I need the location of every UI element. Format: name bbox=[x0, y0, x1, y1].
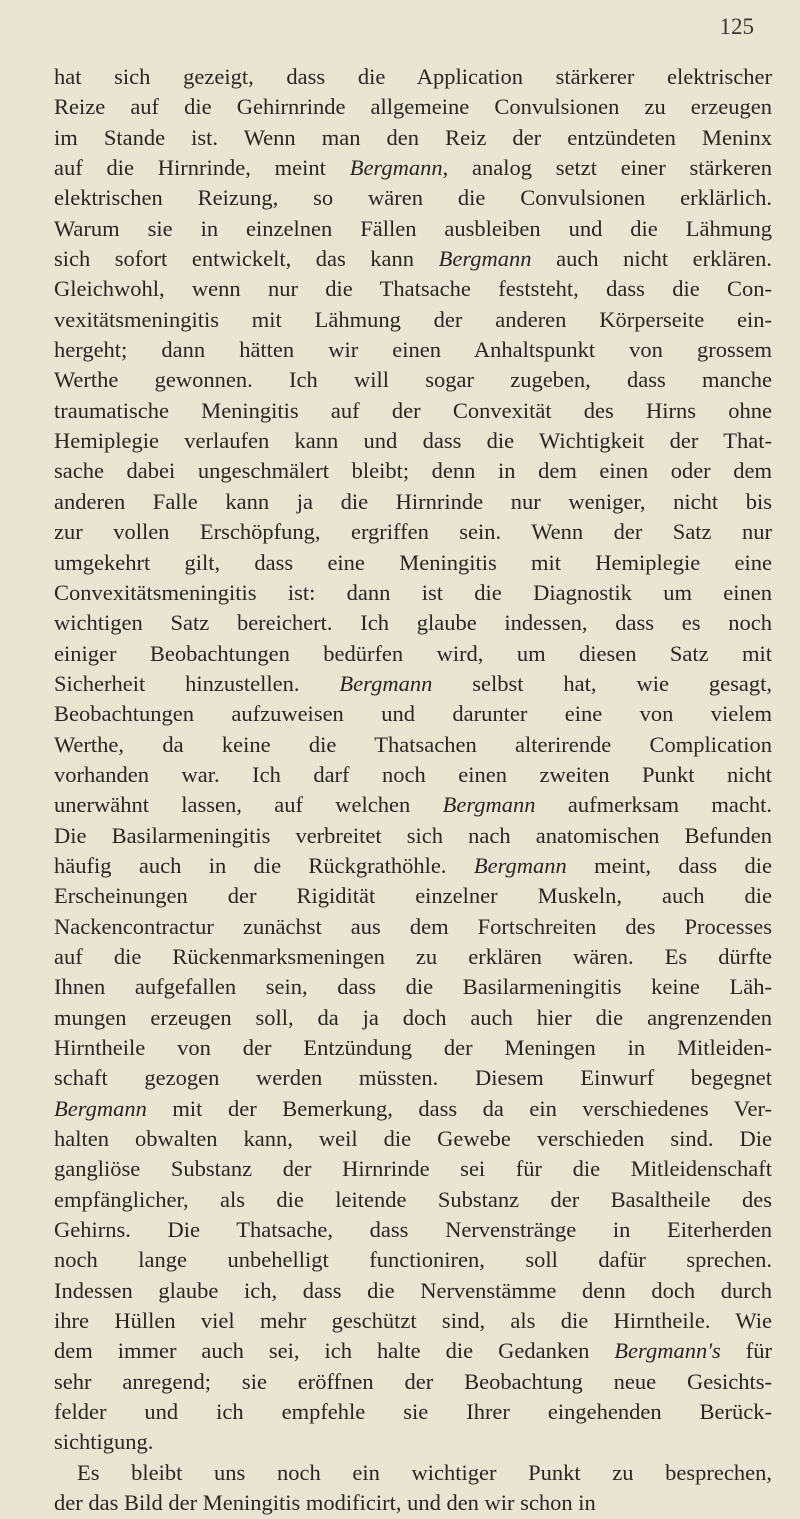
text-line bbox=[54, 153, 772, 183]
text-segment: schaft gezogen werden müssten. Diesem Einwurf begegnet bbox=[54, 1065, 772, 1091]
text-segment: elektrischen Reizung, so wären die Convulsionen erklärlich. bbox=[54, 185, 772, 211]
author-name: Bergmann bbox=[473, 852, 567, 878]
text-line bbox=[54, 487, 772, 517]
author-name: Bergmann bbox=[438, 246, 532, 272]
text-segment: meint, dass die bbox=[566, 852, 772, 878]
text-segment: Gehirns. Die Thatsache, dass Nervenstränge in Eiterherden bbox=[54, 1217, 772, 1243]
text-line bbox=[54, 1003, 772, 1033]
text-line bbox=[54, 699, 772, 729]
text-line bbox=[54, 1033, 772, 1063]
text-segment: mit der Bemerkung, dass da ein verschiedenes Ver- bbox=[146, 1095, 772, 1121]
text-line bbox=[54, 1154, 772, 1184]
text-segment: Es bleibt uns noch ein wichtiger Punkt zu besprechen, bbox=[77, 1459, 772, 1485]
text-line bbox=[54, 305, 772, 335]
text-line bbox=[54, 244, 772, 274]
text-line bbox=[54, 1488, 772, 1518]
text-line bbox=[54, 335, 772, 365]
text-line bbox=[54, 1245, 772, 1275]
text-segment: Werthe gewonnen. Ich will sogar zugeben, dass manche bbox=[54, 367, 772, 393]
text-line bbox=[54, 396, 772, 426]
text-segment: Reize auf die Gehirnrinde allgemeine Convulsionen zu erzeugen bbox=[54, 94, 772, 120]
text-line bbox=[54, 1124, 772, 1154]
text-segment: felder und ich empfehle sie Ihrer eingehenden Berück- bbox=[54, 1399, 772, 1425]
text-line bbox=[54, 669, 772, 699]
body-text bbox=[54, 62, 772, 1519]
text-line bbox=[54, 790, 772, 820]
text-segment: ihre Hüllen viel mehr geschützt sind, als die Hirntheile. Wie bbox=[54, 1308, 772, 1334]
text-segment: auf die Rückenmarksmeningen zu erklären wären. Es dürfte bbox=[54, 943, 772, 969]
text-segment: sichtigung. bbox=[54, 1429, 154, 1455]
text-line bbox=[54, 1215, 772, 1245]
text-segment: Hemiplegie verlaufen kann und dass die Wichtigkeit der That- bbox=[54, 428, 772, 454]
text-line bbox=[54, 274, 772, 304]
text-line bbox=[54, 972, 772, 1002]
text-line bbox=[54, 1063, 772, 1093]
text-line bbox=[54, 942, 772, 972]
text-segment: vexitätsmeningitis mit Lähmung der anderen Körperseite ein- bbox=[54, 306, 772, 332]
text-segment: sich sofort entwickelt, das kann bbox=[54, 246, 439, 272]
author-name: Bergmann bbox=[349, 155, 443, 181]
text-segment: Werthe, da keine die Thatsachen alterirende Complication bbox=[54, 731, 772, 757]
text-segment: Sicherheit hinzustellen. bbox=[54, 670, 340, 696]
text-segment: hat sich gezeigt, dass die Application stärkerer elektrischer bbox=[54, 64, 772, 89]
text-line bbox=[54, 821, 772, 851]
text-segment: Hirntheile von der Entzündung der Meningen in Mitleiden- bbox=[54, 1035, 772, 1060]
text-segment: mungen erzeugen soll, da ja doch auch hier die angrenzenden bbox=[54, 1004, 772, 1030]
text-segment: unerwähnt lassen, auf welchen bbox=[54, 792, 443, 818]
text-segment: hergeht; dann hätten wir einen Anhaltspunkt von grossem bbox=[54, 337, 772, 363]
text-line bbox=[54, 1336, 772, 1366]
text-line bbox=[54, 851, 772, 881]
text-line bbox=[54, 1185, 772, 1215]
text-line bbox=[54, 517, 772, 547]
text-line bbox=[54, 183, 772, 213]
text-line bbox=[54, 123, 772, 153]
text-segment: halten obwalten kann, weil die Gewebe verschieden sind. Die bbox=[54, 1126, 772, 1152]
text-line bbox=[54, 426, 772, 456]
text-segment: dem immer auch sei, ich halte die Gedanken bbox=[54, 1338, 615, 1364]
text-line bbox=[54, 1367, 772, 1397]
text-segment: sache dabei ungeschmälert bleibt; denn in dem einen oder dem bbox=[54, 458, 772, 484]
text-line bbox=[54, 548, 772, 578]
text-segment: Indessen glaube ich, dass die Nervenstämme denn doch durch bbox=[54, 1277, 772, 1303]
text-segment: für bbox=[720, 1338, 772, 1364]
text-line bbox=[54, 1427, 772, 1457]
text-segment: traumatische Meningitis auf der Convexität des Hirns ohne bbox=[54, 397, 772, 423]
text-segment: empfänglicher, als die leitende Substanz der Basaltheile des bbox=[54, 1186, 772, 1212]
text-line bbox=[54, 912, 772, 942]
text-segment: sehr anregend; sie eröffnen der Beobachtung neue Gesichts- bbox=[54, 1368, 772, 1394]
text-line bbox=[54, 760, 772, 790]
text-segment: häufig auch in die Rückgrathöhle. bbox=[54, 852, 474, 878]
text-segment: auf die Hirnrinde, meint bbox=[54, 155, 350, 181]
text-segment: Ihnen aufgefallen sein, dass die Basilarmeningitis keine Läh- bbox=[54, 974, 772, 1000]
text-segment: Warum sie in einzelnen Fällen ausbleiben und die Lähmung bbox=[54, 215, 772, 241]
text-segment: Erscheinungen der Rigidität einzelner Muskeln, auch die bbox=[54, 883, 772, 909]
text-segment: im Stande ist. Wenn man den Reiz der entzündeten Meninx bbox=[54, 124, 772, 150]
text-line bbox=[54, 456, 772, 486]
text-segment: gangliöse Substanz der Hirnrinde sei für die Mitleidenschaft bbox=[54, 1156, 772, 1182]
text-line bbox=[54, 62, 772, 92]
text-line bbox=[54, 1276, 772, 1306]
text-segment: Beobachtungen aufzuweisen und darunter eine von vielem bbox=[54, 701, 772, 727]
text-line bbox=[54, 578, 772, 608]
text-segment: noch lange unbehelligt functioniren, soll dafür sprechen. bbox=[54, 1247, 772, 1273]
text-line bbox=[54, 639, 772, 669]
text-segment: umgekehrt gilt, dass eine Meningitis mit Hemiplegie eine bbox=[54, 549, 772, 575]
text-segment: der das Bild der Meningitis modificirt, und den wir schon in bbox=[54, 1490, 596, 1516]
text-segment: wichtigen Satz bereichert. Ich glaube indessen, dass es noch bbox=[54, 610, 772, 636]
author-name: Bergmann bbox=[442, 792, 536, 818]
text-segment: auch nicht erklären. bbox=[531, 246, 772, 272]
author-name: Bergmann's bbox=[614, 1338, 721, 1364]
text-line bbox=[54, 1397, 772, 1427]
author-name: Bergmann bbox=[339, 670, 433, 696]
text-segment: Nackencontractur zunächst aus dem Fortschreiten des Processes bbox=[54, 913, 772, 939]
text-segment: vorhanden war. Ich darf noch einen zweiten Punkt nicht bbox=[54, 761, 772, 787]
text-line bbox=[54, 1306, 772, 1336]
text-segment: Die Basilarmeningitis verbreitet sich nach anatomischen Befunden bbox=[54, 822, 772, 848]
text-line bbox=[54, 608, 772, 638]
text-segment: Gleichwohl, wenn nur die Thatsache feststeht, dass die Con- bbox=[54, 276, 772, 302]
text-segment: selbst hat, wie gesagt, bbox=[432, 670, 772, 696]
text-line bbox=[54, 1094, 772, 1124]
text-line bbox=[54, 881, 772, 911]
author-name: Bergmann bbox=[54, 1095, 147, 1121]
text-segment: , analog setzt einer stärkeren bbox=[442, 155, 772, 181]
text-line bbox=[54, 730, 772, 760]
text-line bbox=[54, 1458, 772, 1488]
text-segment: anderen Falle kann ja die Hirnrinde nur weniger, nicht bis bbox=[54, 488, 772, 514]
text-segment: Convexitätsmeningitis ist: dann ist die Diagnostik um einen bbox=[54, 579, 772, 605]
text-segment: einiger Beobachtungen bedürfen wird, um diesen Satz mit bbox=[54, 640, 772, 666]
text-segment: zur vollen Erschöpfung, ergriffen sein. Wenn der Satz nur bbox=[54, 519, 772, 545]
text-line bbox=[54, 214, 772, 244]
text-segment: aufmerksam macht. bbox=[535, 792, 772, 818]
page-number: 125 bbox=[719, 14, 754, 39]
text-line bbox=[54, 365, 772, 395]
text-line bbox=[54, 92, 772, 122]
